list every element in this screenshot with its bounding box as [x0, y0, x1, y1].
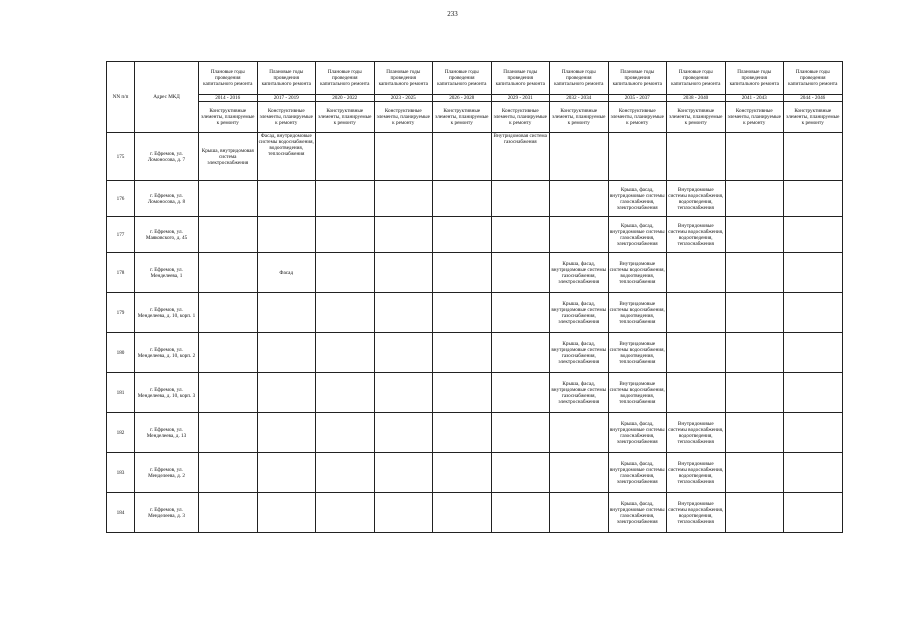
header-elements-cell: Конструктивные элементы, планируемые к ремонту [784, 102, 843, 133]
repair-elements-cell: Крыша, фасад, внутридомовые системы газоснабжения, электроснабжения [608, 217, 667, 253]
repair-elements-cell [257, 217, 316, 253]
header-elements-cell: Конструктивные элементы, планируемые к ремонту [550, 102, 609, 133]
repair-elements-cell: Крыша, фасад, внутридомовые системы газоснабжения, электроснабжения [550, 373, 609, 413]
repair-elements-cell [199, 253, 258, 293]
repair-elements-cell [257, 373, 316, 413]
table-row [107, 133, 843, 181]
repair-elements-cell: Крыша, фасад, внутридомовые системы газоснабжения, электроснабжения [608, 493, 667, 533]
header-year-range: 2017 - 2019 [257, 95, 316, 102]
table-row [107, 333, 843, 373]
header-elements-cell: Конструктивные элементы, планируемые к ремонту [491, 102, 550, 133]
row-number: 184 [107, 493, 135, 533]
row-address: г. Ефремов, ул. Менделеева, д. 10, корп. 1 [135, 293, 199, 333]
repair-elements-cell [550, 133, 609, 181]
row-address: г. Ефремов, ул. Менделеева, д. 3 [135, 493, 199, 533]
row-address: г. Ефремов, ул. Ломоносова, д. 7 [135, 133, 199, 181]
repair-elements-cell [667, 293, 726, 333]
repair-elements-cell: Фасад, внутридомовые системы водоснабжения, водоотведения, теплоснабжения [257, 133, 316, 181]
repair-elements-cell [784, 133, 843, 181]
header-elements-cell: Конструктивные элементы, планируемые к ремонту [257, 102, 316, 133]
repair-elements-cell [257, 413, 316, 453]
repair-elements-cell [725, 293, 784, 333]
table-body [107, 133, 843, 533]
repair-elements-cell [784, 181, 843, 217]
repair-elements-cell: Внутридомовые системы водоснабжения, водоотведения, теплоснабжения [667, 217, 726, 253]
repair-elements-cell: Внутридомовая система газоснабжения [491, 133, 550, 181]
header-elements-cell: Конструктивные элементы, планируемые к ремонту [433, 102, 492, 133]
header-period-cell: Плановые годы проведения капитального ремонта [316, 62, 375, 95]
repair-elements-cell [316, 493, 375, 533]
header-year-range: 2032 - 2034 [550, 95, 609, 102]
repair-elements-cell [550, 217, 609, 253]
repair-elements-cell [491, 253, 550, 293]
repair-elements-cell [491, 453, 550, 493]
repair-elements-cell [667, 373, 726, 413]
repair-elements-cell [257, 453, 316, 493]
repair-elements-cell [316, 133, 375, 181]
repair-elements-cell [316, 253, 375, 293]
repair-elements-cell [374, 181, 433, 217]
repair-elements-cell [784, 253, 843, 293]
repair-elements-cell [433, 181, 492, 217]
header-period-cell: Плановые годы проведения капитального ремонта [491, 62, 550, 95]
table-row [107, 253, 843, 293]
repair-elements-cell: Крыша, внутридомовая система электроснабжения [199, 133, 258, 181]
repair-elements-cell [725, 453, 784, 493]
repair-elements-cell [433, 293, 492, 333]
header-num: NN п/п [107, 62, 135, 133]
header-year-range: 2041 - 2043 [725, 95, 784, 102]
table-row [107, 493, 843, 533]
row-address: г. Ефремов, ул. Ломоносова, д. 8 [135, 181, 199, 217]
repair-elements-cell [433, 493, 492, 533]
header-period-cell: Плановые годы проведения капитального ремонта [784, 62, 843, 95]
repair-elements-cell [257, 333, 316, 373]
repair-elements-cell [784, 453, 843, 493]
repair-elements-cell [316, 373, 375, 413]
page-number: 233 [447, 10, 458, 18]
header-period-cell: Плановые годы проведения капитального ремонта [374, 62, 433, 95]
repair-elements-cell [784, 217, 843, 253]
repair-elements-cell: Внутридомовые системы водоснабжения, водоотведения, теплоснабжения [608, 373, 667, 413]
header-elements-row [107, 102, 843, 133]
header-year-range: 2026 - 2028 [433, 95, 492, 102]
repair-elements-cell: Фасад [257, 253, 316, 293]
repair-elements-cell [725, 333, 784, 373]
header-elements-cell: Конструктивные элементы, планируемые к ремонту [608, 102, 667, 133]
repair-elements-cell: Внутридомовые системы водоснабжения, водоотведения, теплоснабжения [667, 181, 726, 217]
table-row [107, 413, 843, 453]
repair-elements-cell [374, 217, 433, 253]
repair-elements-cell [491, 181, 550, 217]
repair-elements-cell: Внутридомовые системы водоснабжения, водоотведения, теплоснабжения [608, 293, 667, 333]
row-number: 180 [107, 333, 135, 373]
row-number: 176 [107, 181, 135, 217]
row-number: 175 [107, 133, 135, 181]
repair-elements-cell: Крыша, фасад, внутридомовые системы газоснабжения, электроснабжения [608, 453, 667, 493]
repair-elements-cell [725, 217, 784, 253]
repair-elements-cell [550, 453, 609, 493]
repair-elements-cell [725, 373, 784, 413]
header-period-cell: Плановые годы проведения капитального ремонта [199, 62, 258, 95]
repair-elements-cell [374, 453, 433, 493]
repair-elements-cell [725, 493, 784, 533]
repair-elements-cell [491, 413, 550, 453]
row-address: г. Ефремов, ул. Менделеева, д. 10, корп. 2 [135, 333, 199, 373]
header-period-cell: Плановые годы проведения капитального ремонта [433, 62, 492, 95]
repair-elements-cell [433, 217, 492, 253]
repair-elements-cell [491, 217, 550, 253]
header-year-range: 2044 - 2046 [784, 95, 843, 102]
repair-elements-cell [784, 333, 843, 373]
repair-elements-cell [374, 133, 433, 181]
header-address: Адрес МКД [135, 62, 199, 133]
row-address: г. Ефремов, ул. Менделеева, д. 13 [135, 413, 199, 453]
repair-elements-cell: Внутридомовые системы водоснабжения, водоотведения, теплоснабжения [667, 453, 726, 493]
repair-elements-cell [316, 453, 375, 493]
row-number: 179 [107, 293, 135, 333]
repair-elements-cell [199, 217, 258, 253]
row-address: г. Ефремов, ул. Маяковского, д. 45 [135, 217, 199, 253]
repair-elements-cell [374, 493, 433, 533]
repair-elements-cell [199, 493, 258, 533]
repair-elements-cell [725, 253, 784, 293]
header-years-row [107, 95, 843, 102]
repair-schedule-table [106, 61, 843, 533]
repair-elements-cell [550, 181, 609, 217]
header-period-cell: Плановые годы проведения капитального ремонта [257, 62, 316, 95]
repair-elements-cell [784, 493, 843, 533]
header-period-cell: Плановые годы проведения капитального ремонта [725, 62, 784, 95]
repair-elements-cell [257, 493, 316, 533]
row-address: г. Ефремов, ул. Менделеева, д. 2 [135, 453, 199, 493]
repair-elements-cell: Внутридомовые системы водоснабжения, водоотведения, теплоснабжения [608, 333, 667, 373]
repair-elements-cell [433, 253, 492, 293]
row-number: 178 [107, 253, 135, 293]
repair-elements-cell [667, 133, 726, 181]
header-year-range: 2023 - 2025 [374, 95, 433, 102]
repair-elements-cell [257, 293, 316, 333]
repair-elements-cell [374, 253, 433, 293]
repair-elements-cell [725, 133, 784, 181]
repair-elements-cell [433, 413, 492, 453]
header-year-range: 2038 - 2040 [667, 95, 726, 102]
repair-elements-cell [374, 333, 433, 373]
row-number: 177 [107, 217, 135, 253]
repair-elements-cell [374, 373, 433, 413]
header-elements-cell: Конструктивные элементы, планируемые к ремонту [374, 102, 433, 133]
repair-elements-cell [550, 493, 609, 533]
repair-elements-cell [199, 453, 258, 493]
repair-elements-cell [725, 181, 784, 217]
repair-elements-cell: Внутридомовые системы водоснабжения, водоотведения, теплоснабжения [608, 253, 667, 293]
header-year-range: 2020 - 2022 [316, 95, 375, 102]
repair-elements-cell [374, 413, 433, 453]
repair-elements-cell [199, 181, 258, 217]
repair-elements-cell [316, 181, 375, 217]
repair-elements-cell [199, 413, 258, 453]
table-row [107, 453, 843, 493]
repair-elements-cell [199, 373, 258, 413]
repair-elements-cell [784, 413, 843, 453]
repair-elements-cell [433, 373, 492, 413]
repair-elements-cell [784, 373, 843, 413]
header-elements-cell: Конструктивные элементы, планируемые к ремонту [199, 102, 258, 133]
repair-elements-cell [667, 333, 726, 373]
header-year-range: 2035 - 2037 [608, 95, 667, 102]
header-period-cell: Плановые годы проведения капитального ремонта [667, 62, 726, 95]
repair-elements-cell [550, 413, 609, 453]
repair-elements-cell [433, 133, 492, 181]
repair-elements-cell [784, 293, 843, 333]
table-row [107, 293, 843, 333]
table-row [107, 181, 843, 217]
row-number: 182 [107, 413, 135, 453]
repair-elements-cell [667, 253, 726, 293]
repair-elements-cell: Крыша, фасад, внутридомовые системы газоснабжения, электроснабжения [608, 413, 667, 453]
header-elements-cell: Конструктивные элементы, планируемые к ремонту [725, 102, 784, 133]
repair-elements-cell: Крыша, фасад, внутридомовые системы газоснабжения, электроснабжения [550, 333, 609, 373]
repair-elements-cell [374, 293, 433, 333]
repair-elements-cell: Внутридомовые системы водоснабжения, водоотведения, теплоснабжения [667, 413, 726, 453]
repair-elements-cell [199, 333, 258, 373]
repair-elements-cell [316, 333, 375, 373]
row-number: 181 [107, 373, 135, 413]
repair-elements-cell: Крыша, фасад, внутридомовые системы газоснабжения, электроснабжения [550, 253, 609, 293]
repair-elements-cell [491, 333, 550, 373]
repair-elements-cell: Крыша, фасад, внутридомовые системы газоснабжения, электроснабжения [550, 293, 609, 333]
repair-elements-cell [257, 181, 316, 217]
row-address: г. Ефремов, ул. Менделеева, 1 [135, 253, 199, 293]
repair-elements-cell: Внутридомовые системы водоснабжения, водоотведения, теплоснабжения [667, 493, 726, 533]
repair-elements-cell [316, 293, 375, 333]
row-address: г. Ефремов, ул. Менделеева, д. 10, корп. 3 [135, 373, 199, 413]
header-year-range: 2014 - 2016 [199, 95, 258, 102]
header-period-cell: Плановые годы проведения капитального ремонта [550, 62, 609, 95]
row-number: 183 [107, 453, 135, 493]
header-elements-cell: Конструктивные элементы, планируемые к ремонту [316, 102, 375, 133]
repair-elements-cell [491, 493, 550, 533]
repair-elements-cell [316, 413, 375, 453]
repair-elements-cell: Крыша, фасад, внутридомовые системы газоснабжения, электроснабжения [608, 181, 667, 217]
table-row [107, 373, 843, 413]
repair-elements-cell [491, 373, 550, 413]
header-year-range: 2029 - 2031 [491, 95, 550, 102]
repair-elements-cell [433, 333, 492, 373]
header-elements-cell: Конструктивные элементы, планируемые к ремонту [667, 102, 726, 133]
repair-elements-cell [199, 293, 258, 333]
repair-elements-cell [316, 217, 375, 253]
repair-elements-cell [725, 413, 784, 453]
header-period-cell: Плановые годы проведения капитального ремонта [608, 62, 667, 95]
header-period-row [107, 62, 843, 95]
table-row [107, 217, 843, 253]
repair-elements-cell [608, 133, 667, 181]
repair-elements-cell [433, 453, 492, 493]
repair-elements-cell [491, 293, 550, 333]
